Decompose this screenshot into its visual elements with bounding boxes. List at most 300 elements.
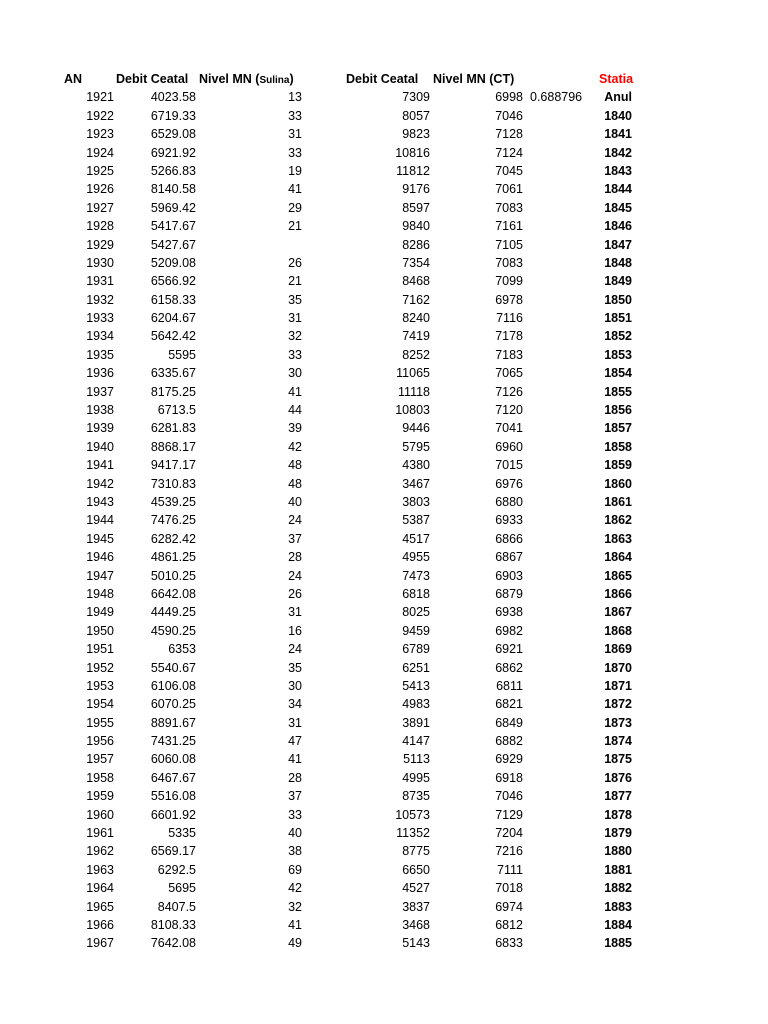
cell-debit-ceatal-2: 11352 [396,826,430,841]
cell-debit-ceatal-1: 5516.08 [150,789,196,804]
cell-nivel-ct: 6974 [495,899,523,914]
cell-nivel-ct: 6960 [495,439,523,454]
table-row [0,144,768,162]
cell-statia: 1853 [604,347,632,362]
cell-nivel-ct: 7124 [495,145,523,160]
cell-nivel-sulina: 69 [288,862,302,877]
cell-debit-ceatal-1: 8140.58 [150,182,196,197]
cell-an: 1950 [86,623,114,638]
cell-debit-ceatal-2: 6789 [402,642,430,657]
table-row [0,640,768,658]
cell-debit-ceatal-1: 5540.67 [150,660,196,675]
table-row [0,107,768,125]
table-row [0,769,768,787]
table-row [0,309,768,327]
cell-nivel-ct: 7045 [495,163,523,178]
cell-nivel-ct: 6998 [495,90,523,105]
cell-nivel-sulina: 37 [288,789,302,804]
cell-an: 1959 [86,789,114,804]
cell-nivel-ct: 6811 [496,678,523,693]
cell-nivel-ct: 6921 [495,642,523,657]
cell-debit-ceatal-1: 6335.67 [150,366,196,381]
cell-debit-ceatal-2: 11812 [396,163,430,178]
spreadsheet [0,70,768,953]
cell-statia: 1882 [604,881,632,896]
cell-nivel-sulina: 41 [288,182,302,197]
cell-an: 1928 [86,219,114,234]
cell-an: 1957 [86,752,114,767]
cell-debit-ceatal-1: 6204.67 [150,311,196,326]
cell-debit-ceatal-2: 7162 [402,292,430,307]
cell-debit-ceatal-1: 6060.08 [150,752,196,767]
cell-debit-ceatal-1: 7431.25 [150,734,196,749]
cell-nivel-sulina: 33 [288,807,302,822]
header-debit-ceatal-1: Debit Ceatal [116,72,189,86]
cell-debit-ceatal-2: 9840 [402,219,430,234]
cell-an: 1941 [86,458,114,473]
cell-debit-ceatal-1: 6642.08 [150,586,196,601]
cell-an: 1944 [86,513,114,528]
cell-nivel-ct: 6918 [495,770,523,785]
cell-nivel-ct: 7099 [495,274,523,289]
cell-an: 1948 [86,586,114,601]
cell-an: 1936 [86,366,114,381]
cell-nivel-ct: 7178 [495,329,523,344]
cell-nivel-sulina: 41 [288,384,302,399]
cell-nivel-sulina: 24 [288,513,302,528]
cell-debit-ceatal-1: 6282.42 [150,531,196,546]
cell-nivel-sulina: 24 [288,568,302,583]
cell-debit-ceatal-2: 4517 [402,531,430,546]
cell-debit-ceatal-2: 4147 [402,734,430,749]
table-row [0,567,768,585]
cell-an: 1937 [86,384,114,399]
cell-statia: 1872 [604,697,632,712]
cell-debit-ceatal-1: 6292.5 [157,862,196,877]
cell-an: 1967 [86,936,114,951]
cell-nivel-sulina: 31 [288,127,302,142]
cell-nivel-ct: 7083 [495,200,523,215]
cell-debit-ceatal-1: 8891.67 [150,715,196,730]
cell-an: 1931 [86,274,114,289]
cell-debit-ceatal-2: 11118 [398,384,430,399]
cell-debit-ceatal-2: 5143 [402,936,430,951]
cell-an: 1966 [86,917,114,932]
header-an: AN [64,72,83,86]
table-row [0,401,768,419]
cell-nivel-sulina: 48 [288,458,302,473]
cell-debit-ceatal-1: 6070.25 [150,697,196,712]
cell-debit-ceatal-2: 9446 [402,421,430,436]
cell-nivel-sulina: 37 [288,531,302,546]
cell-debit-ceatal-1: 7476.25 [150,513,196,528]
cell-debit-ceatal-1: 8407.5 [157,899,196,914]
table-row [0,475,768,493]
cell-statia: 1879 [604,826,632,841]
table-row [0,622,768,640]
cell-debit-ceatal-2: 3803 [402,494,430,509]
table-row [0,419,768,437]
cell-debit-ceatal-1: 4449.25 [150,605,196,620]
cell-debit-ceatal-2: 4995 [402,770,430,785]
cell-debit-ceatal-1: 6158.33 [150,292,196,307]
header-nivel-sulina [199,70,294,90]
cell-debit-ceatal-1: 6106.08 [150,678,196,693]
cell-an: 1953 [86,678,114,693]
header-nivel-sulina-small: Sulina [259,75,290,86]
cell-debit-ceatal-2: 8597 [402,200,430,215]
cell-debit-ceatal-1: 8868.17 [150,439,196,454]
cell-an: 1927 [86,200,114,215]
table-row [0,824,768,842]
cell-nivel-sulina: 21 [288,219,302,234]
cell-debit-ceatal-2: 4983 [402,697,430,712]
cell-nivel-ct: 7105 [495,237,523,252]
cell-debit-ceatal-1: 4861.25 [150,550,196,565]
cell-nivel-sulina: 49 [288,936,302,951]
cell-an: 1940 [86,439,114,454]
cell-debit-ceatal-1: 5427.67 [150,237,196,252]
cell-an: 1958 [86,770,114,785]
cell-debit-ceatal-1: 6713.5 [157,403,196,418]
cell-statia: 1880 [604,844,632,859]
cell-nivel-sulina: 33 [288,108,302,123]
cell-an: 1921 [86,90,114,105]
cell-an: 1930 [86,255,114,270]
cell-statia: 1875 [604,752,632,767]
cell-debit-ceatal-2: 10573 [395,807,430,822]
cell-statia: 1865 [604,568,632,583]
cell-an: 1933 [86,311,114,326]
cell-debit-ceatal-2: 7309 [402,90,430,105]
cell-an: 1942 [86,476,114,491]
cell-statia: 1857 [604,421,632,436]
cell-debit-ceatal-2: 6650 [402,862,430,877]
cell-debit-ceatal-2: 5413 [402,678,430,693]
cell-nivel-sulina: 30 [288,366,302,381]
cell-nivel-sulina: 19 [288,163,302,178]
cell-statia: 1845 [604,200,632,215]
cell-nivel-ct: 7041 [495,421,523,436]
cell-nivel-sulina: 44 [288,403,302,418]
cell-debit-ceatal-2: 4955 [402,550,430,565]
table-row [0,548,768,566]
cell-an: 1955 [86,715,114,730]
cell-nivel-ct: 6880 [495,494,523,509]
cell-debit-ceatal-1: 6601.92 [150,807,196,822]
cell-debit-ceatal-1: 5969.42 [150,200,196,215]
cell-statia: 1851 [604,311,632,326]
cell-nivel-sulina: 16 [288,623,302,638]
cell-debit-ceatal-1: 4590.25 [150,623,196,638]
cell-debit-ceatal-1: 5266.83 [150,163,196,178]
table-row [0,511,768,529]
cell-statia: 1854 [604,366,632,381]
cell-debit-ceatal-1: 5417.67 [150,219,196,234]
cell-an: 1954 [86,697,114,712]
cell-statia: 1876 [604,770,632,785]
cell-debit-ceatal-2: 8735 [402,789,430,804]
cell-an: 1926 [86,182,114,197]
cell-debit-ceatal-2: 8775 [402,844,430,859]
cell-debit-ceatal-1: 4539.25 [150,494,196,509]
cell-nivel-ct: 6938 [495,605,523,620]
cell-debit-ceatal-1: 6569.17 [150,844,196,859]
table-row [0,898,768,916]
cell-statia: Anul [604,90,632,105]
cell-extra: 0.688796 [530,90,583,105]
cell-an: 1934 [86,329,114,344]
table-row [0,677,768,695]
cell-nivel-sulina: 31 [288,715,302,730]
cell-statia: 1864 [604,550,632,565]
cell-nivel-ct: 7116 [496,311,523,326]
cell-debit-ceatal-2: 9823 [402,127,430,142]
cell-debit-ceatal-2: 5113 [403,752,430,767]
cell-nivel-ct: 7015 [495,458,523,473]
table-row [0,861,768,879]
cell-debit-ceatal-2: 3837 [402,899,430,914]
cell-statia: 1867 [604,605,632,620]
cell-nivel-ct: 6879 [495,586,523,601]
table-row [0,254,768,272]
cell-statia: 1844 [604,182,632,197]
cell-statia: 1862 [604,513,632,528]
cell-statia: 1881 [604,862,632,877]
table-row [0,199,768,217]
cell-nivel-sulina: 32 [288,329,302,344]
cell-debit-ceatal-1: 6353 [168,642,196,657]
cell-nivel-ct: 7065 [495,366,523,381]
cell-debit-ceatal-2: 4380 [402,458,430,473]
cell-an: 1947 [86,568,114,583]
cell-debit-ceatal-2: 3468 [402,917,430,932]
cell-statia: 1870 [604,660,632,675]
table-row [0,934,768,952]
cell-nivel-sulina: 39 [288,421,302,436]
cell-nivel-sulina: 28 [288,770,302,785]
cell-an: 1952 [86,660,114,675]
cell-debit-ceatal-1: 6529.08 [150,127,196,142]
cell-statia: 1878 [604,807,632,822]
cell-an: 1946 [86,550,114,565]
cell-debit-ceatal-2: 4527 [402,881,430,896]
cell-statia: 1843 [604,163,632,178]
cell-debit-ceatal-2: 11065 [396,366,430,381]
table-row [0,346,768,364]
cell-nivel-ct: 6982 [495,623,523,638]
cell-nivel-ct: 7216 [495,844,523,859]
cell-an: 1923 [86,127,114,142]
cell-an: 1951 [86,642,114,657]
cell-debit-ceatal-2: 6251 [402,660,430,675]
cell-statia: 1884 [604,917,632,932]
cell-debit-ceatal-1: 5642.42 [150,329,196,344]
table-row [0,916,768,934]
cell-debit-ceatal-1: 8175.25 [150,384,196,399]
header-nivel-ct: Nivel MN (CT) [433,72,515,86]
cell-an: 1964 [86,881,114,896]
cell-debit-ceatal-2: 3891 [402,715,430,730]
cell-nivel-sulina: 30 [288,678,302,693]
cell-nivel-sulina: 32 [288,899,302,914]
cell-statia: 1848 [604,255,632,270]
cell-an: 1956 [86,734,114,749]
cell-debit-ceatal-1: 5209.08 [150,255,196,270]
cell-an: 1961 [86,826,114,841]
cell-debit-ceatal-2: 5387 [402,513,430,528]
cell-debit-ceatal-2: 9176 [402,182,430,197]
cell-debit-ceatal-1: 5595 [168,347,196,362]
cell-nivel-sulina: 31 [288,311,302,326]
cell-nivel-sulina: 42 [288,881,302,896]
cell-nivel-ct: 7111 [497,862,523,877]
cell-debit-ceatal-1: 9417.17 [150,458,196,473]
cell-debit-ceatal-1: 6921.92 [150,145,196,160]
cell-an: 1962 [86,844,114,859]
cell-debit-ceatal-2: 8252 [402,347,430,362]
table-row [0,585,768,603]
cell-debit-ceatal-1: 4023.58 [150,90,196,105]
table-row [0,291,768,309]
cell-statia: 1874 [604,734,632,749]
table-row [0,732,768,750]
cell-nivel-ct: 6903 [495,568,523,583]
table-row [0,217,768,235]
cell-statia: 1861 [604,494,632,509]
cell-statia: 1873 [604,715,632,730]
table-row [0,327,768,345]
cell-nivel-sulina: 34 [288,697,302,712]
table-row [0,236,768,254]
cell-debit-ceatal-2: 7473 [402,568,430,583]
cell-nivel-sulina: 13 [288,90,302,105]
cell-nivel-ct: 6933 [495,513,523,528]
table-row [0,659,768,677]
table-row [0,456,768,474]
cell-nivel-ct: 7083 [495,255,523,270]
cell-statia: 1852 [604,329,632,344]
cell-nivel-ct: 6821 [495,697,523,712]
cell-statia: 1842 [604,145,632,160]
cell-an: 1938 [86,403,114,418]
header-nivel-sulina-main: Nivel MN ( [199,72,260,86]
table-row [0,842,768,860]
cell-statia: 1846 [604,219,632,234]
table-row [0,88,768,106]
header-nivel-sulina-close: ) [289,72,294,86]
cell-debit-ceatal-1: 5335 [168,826,196,841]
cell-an: 1965 [86,899,114,914]
cell-nivel-ct: 6862 [495,660,523,675]
cell-nivel-sulina: 41 [288,917,302,932]
cell-statia: 1869 [604,642,632,657]
cell-debit-ceatal-2: 8468 [402,274,430,289]
cell-nivel-sulina: 47 [288,734,302,749]
header-statia: Statia [599,72,634,86]
cell-statia: 1847 [604,237,632,252]
cell-nivel-sulina: 41 [288,752,302,767]
cell-debit-ceatal-2: 10816 [395,145,430,160]
cell-statia: 1841 [604,127,632,142]
cell-nivel-ct: 7046 [495,789,523,804]
cell-debit-ceatal-2: 6818 [402,586,430,601]
cell-an: 1939 [86,421,114,436]
table-row [0,180,768,198]
table-row [0,806,768,824]
cell-nivel-ct: 6929 [495,752,523,767]
cell-debit-ceatal-1: 6467.67 [150,770,196,785]
cell-nivel-ct: 6976 [495,476,523,491]
cell-debit-ceatal-1: 6566.92 [150,274,196,289]
cell-statia: 1868 [604,623,632,638]
table-row [0,530,768,548]
cell-nivel-ct: 6849 [495,715,523,730]
cell-nivel-sulina: 33 [288,347,302,362]
cell-statia: 1871 [604,678,632,693]
cell-statia: 1858 [604,439,632,454]
cell-debit-ceatal-1: 6281.83 [150,421,196,436]
cell-statia: 1860 [604,476,632,491]
cell-nivel-sulina: 28 [288,550,302,565]
table-row [0,272,768,290]
cell-debit-ceatal-2: 7354 [402,255,430,270]
cell-nivel-sulina: 31 [288,605,302,620]
table-row [0,750,768,768]
cell-nivel-sulina: 35 [288,660,302,675]
cell-nivel-sulina: 21 [288,274,302,289]
table-row [0,438,768,456]
cell-nivel-sulina: 40 [288,826,302,841]
cell-an: 1949 [86,605,114,620]
cell-an: 1960 [86,807,114,822]
cell-debit-ceatal-1: 8108.33 [150,917,196,932]
cell-nivel-sulina: 33 [288,145,302,160]
table-row [0,695,768,713]
data-rows [0,88,768,952]
cell-debit-ceatal-1: 7642.08 [150,936,196,951]
cell-nivel-ct: 6833 [495,936,523,951]
cell-nivel-sulina: 35 [288,292,302,307]
table-row [0,603,768,621]
cell-an: 1945 [86,531,114,546]
table-row [0,383,768,401]
cell-nivel-ct: 7018 [495,881,523,896]
cell-an: 1922 [86,108,114,123]
table-row [0,162,768,180]
cell-nivel-ct: 6812 [495,917,523,932]
cell-statia: 1849 [604,274,632,289]
cell-statia: 1866 [604,586,632,601]
table-row [0,787,768,805]
cell-debit-ceatal-1: 6719.33 [150,108,196,123]
cell-nivel-ct: 7161 [495,219,523,234]
cell-an: 1929 [86,237,114,252]
cell-debit-ceatal-2: 9459 [402,623,430,638]
cell-debit-ceatal-1: 7310.83 [150,476,196,491]
cell-debit-ceatal-1: 5695 [168,881,196,896]
cell-statia: 1856 [604,403,632,418]
cell-nivel-ct: 7183 [495,347,523,362]
cell-statia: 1859 [604,458,632,473]
cell-debit-ceatal-2: 8240 [402,311,430,326]
cell-nivel-ct: 7129 [495,807,523,822]
cell-an: 1925 [86,163,114,178]
cell-statia: 1855 [604,384,632,399]
cell-an: 1935 [86,347,114,362]
cell-nivel-ct: 7061 [495,182,523,197]
cell-an: 1943 [86,494,114,509]
